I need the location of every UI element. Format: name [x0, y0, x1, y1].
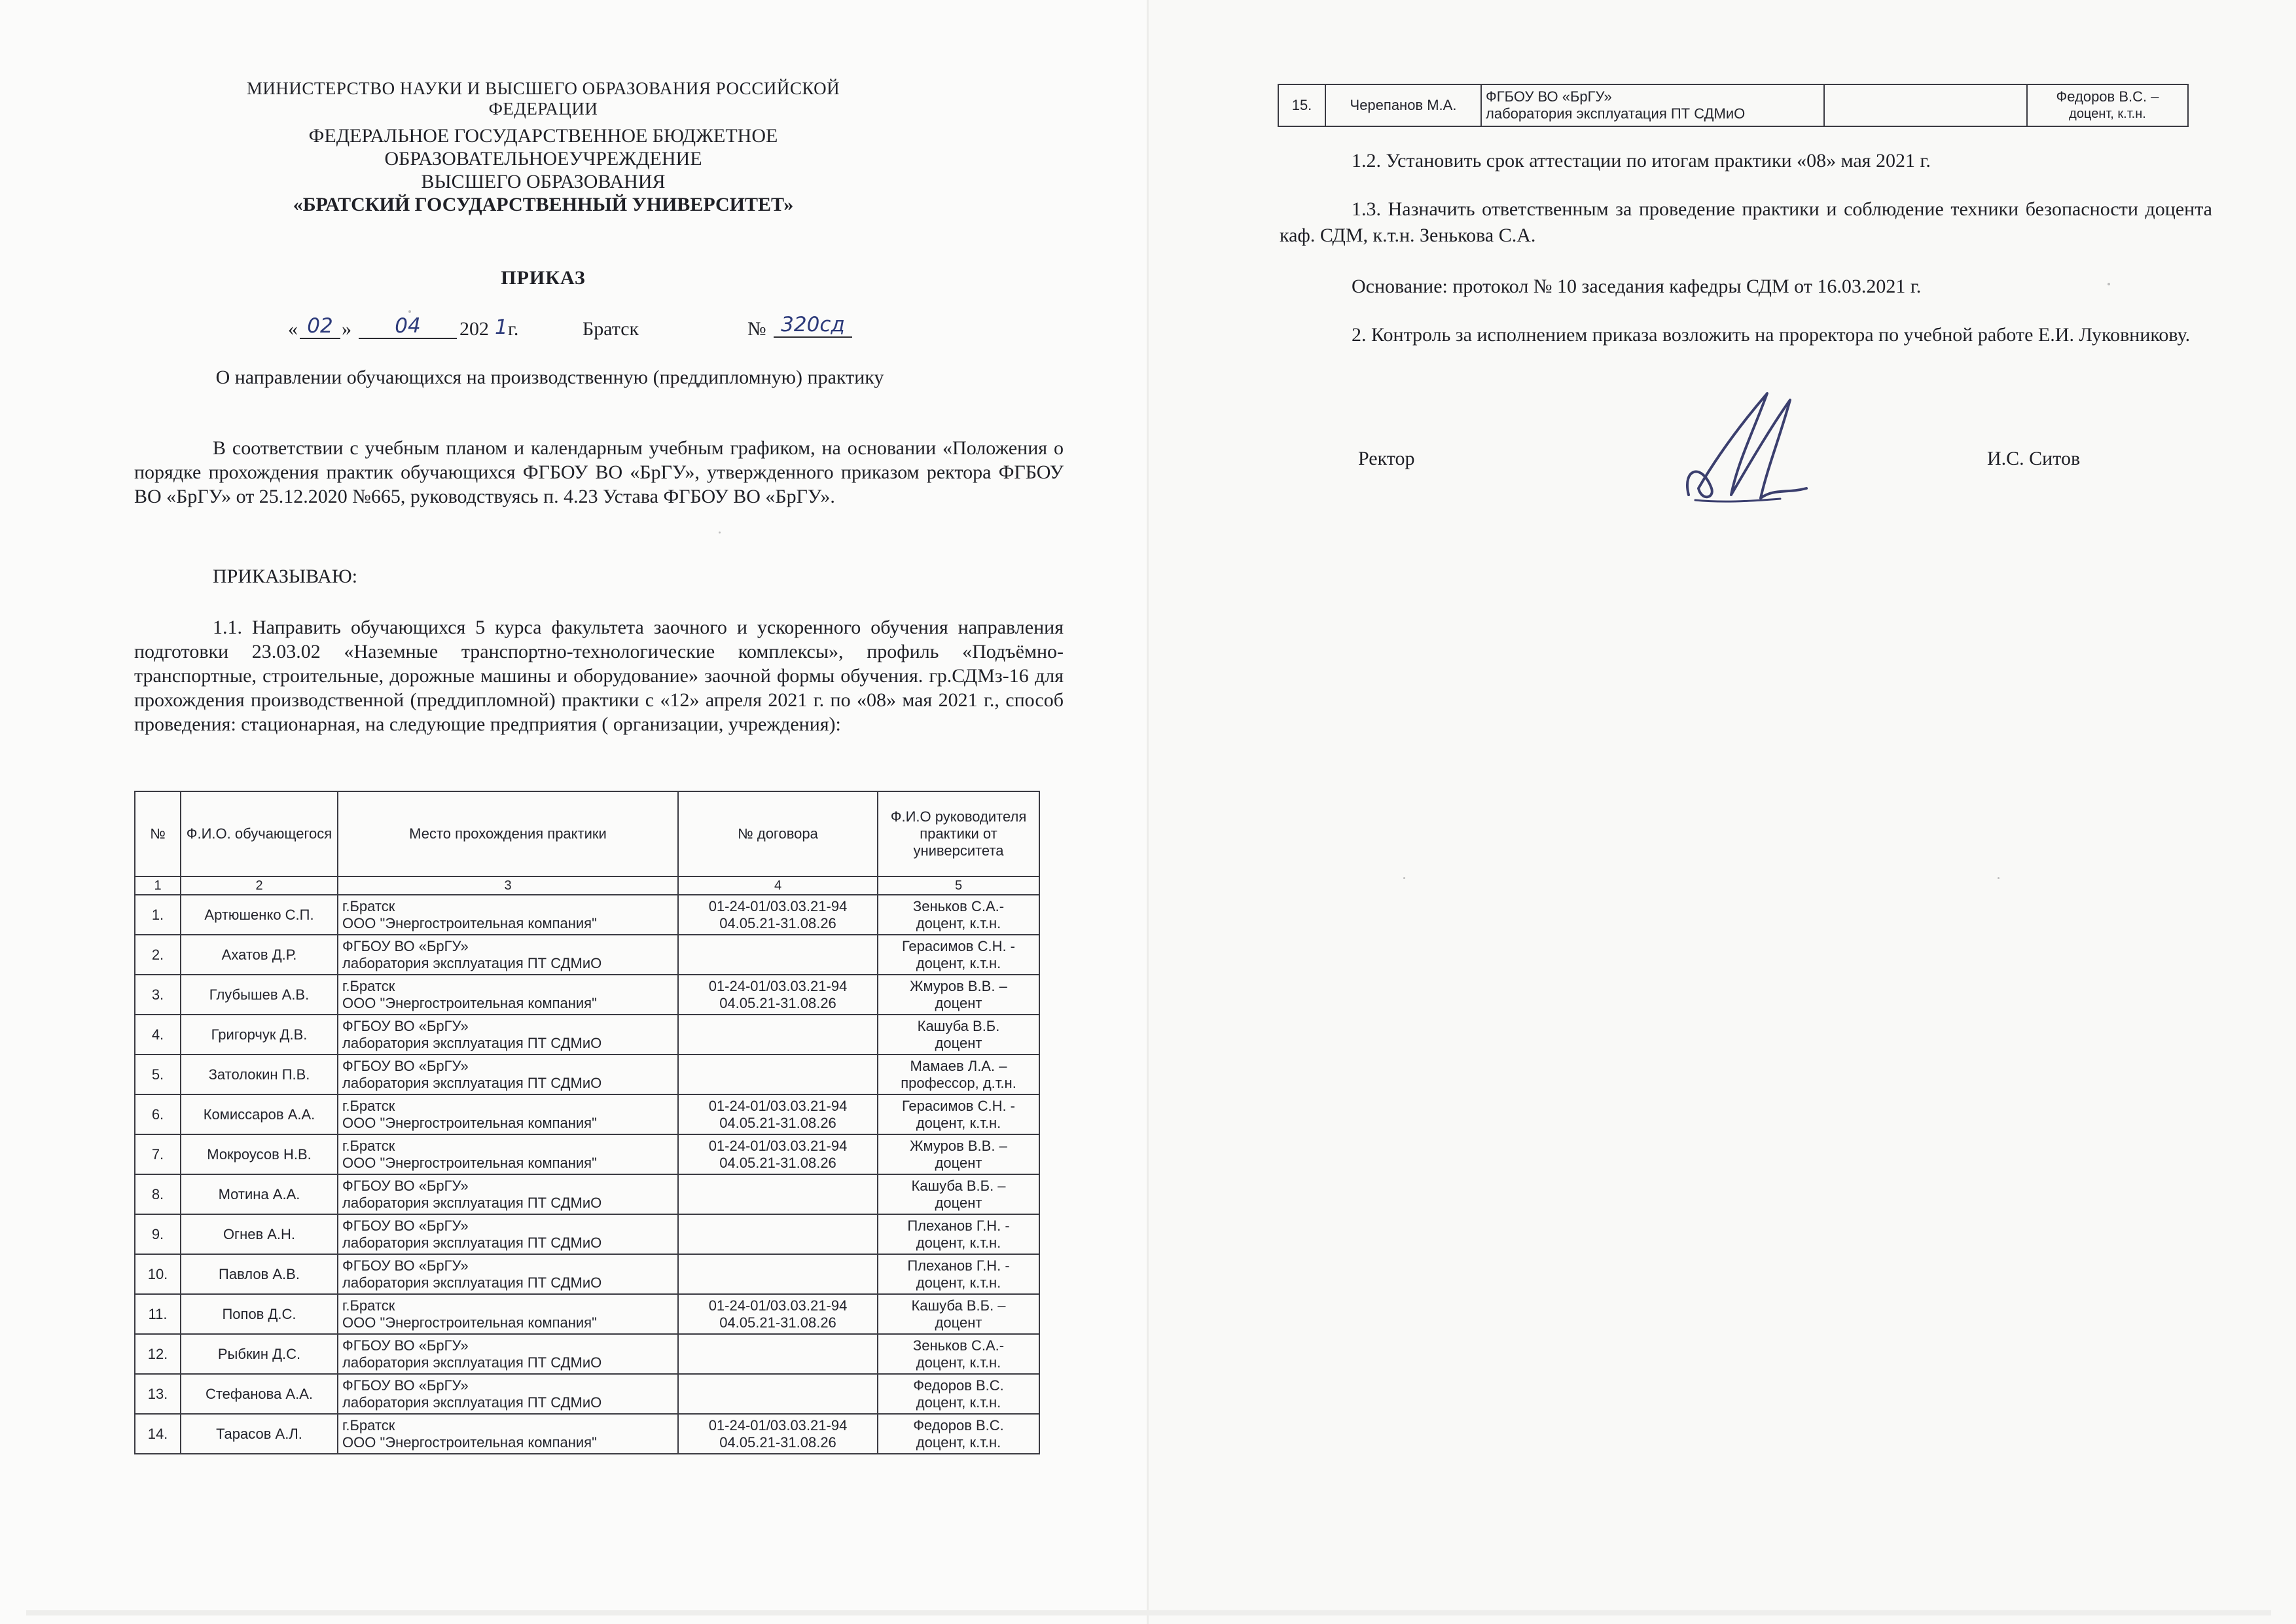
supervisor-line-1: Жмуров В.В. – — [910, 1137, 1007, 1154]
students-table-continued — [1278, 84, 2189, 127]
col-number: 3 — [338, 876, 678, 895]
basis-line: Основание: протокол № 10 заседания кафедры СДМ от 16.03.2021 г. — [1352, 276, 1922, 297]
place-line-2: ООО "Энергостроительная компания" — [342, 994, 597, 1011]
row-fio: Мотина А.А. — [181, 1174, 338, 1214]
row-contract — [678, 1055, 878, 1094]
ministry-name: МИНИСТЕРСТВО НАУКИ И ВЫСШЕГО ОБРАЗОВАНИЯ РОССИЙСКОЙ ФЕДЕРАЦИИ — [246, 79, 840, 118]
row-fio: Глубышев А.В. — [181, 975, 338, 1015]
row-fio: Попов Д.С. — [181, 1294, 338, 1334]
table-row — [135, 1414, 1039, 1454]
row-contract — [678, 1254, 878, 1294]
place-line-1: г.Братск — [342, 1097, 395, 1114]
place-line-2: лаборатория эксплуатация ПТ СДМиО — [342, 954, 602, 971]
place-line-1: ФГБОУ ВО «БрГУ» — [342, 1337, 469, 1354]
row-contract — [1824, 84, 2027, 126]
row-supervisor — [878, 975, 1039, 1015]
place-line-1: ФГБОУ ВО «БрГУ» — [342, 1177, 469, 1194]
row-contract — [678, 1015, 878, 1055]
row-supervisor — [878, 895, 1039, 935]
supervisor-line-1: Плеханов Г.Н. - — [907, 1217, 1010, 1234]
row-contract — [678, 975, 878, 1015]
row-place — [338, 1414, 678, 1454]
order-year-suffix: 1 — [495, 316, 508, 339]
organization-name — [216, 124, 870, 216]
supervisor-line-2: доцент — [935, 1034, 982, 1051]
supervisor-line-1: Кашуба В.Б. — [917, 1017, 1000, 1034]
table-row — [135, 895, 1039, 935]
row-contract — [678, 1214, 878, 1254]
row-number: 7. — [135, 1134, 181, 1174]
row-supervisor — [878, 1094, 1039, 1134]
supervisor-line-1: Герасимов С.Н. - — [901, 1097, 1016, 1114]
date-open-quote: « — [288, 318, 298, 340]
place-line-2: лаборатория эксплуатация ПТ СДМиО — [342, 1274, 602, 1291]
row-number: 14. — [135, 1414, 181, 1454]
supervisor-line-1: Жмуров В.В. – — [910, 977, 1007, 994]
place-line-1: ФГБОУ ВО «БрГУ» — [342, 1017, 469, 1034]
place-line-1: ФГБОУ ВО «БрГУ» — [342, 1377, 469, 1394]
place-line-1: ФГБОУ ВО «БрГУ» — [342, 1057, 469, 1074]
supervisor-line-1: Зеньков С.А.- — [912, 1337, 1005, 1354]
row-supervisor — [878, 1254, 1039, 1294]
row-supervisor — [878, 1174, 1039, 1214]
row-number: 15. — [1278, 84, 1325, 126]
row-number: 2. — [135, 935, 181, 975]
row-fio: Комиссаров А.А. — [181, 1094, 338, 1134]
contract-line-1: 01-24-01/03.03.21-94 — [708, 1097, 848, 1114]
supervisor-line-2: доцент, к.т.н. — [916, 1434, 1001, 1451]
place-line-2: лаборатория эксплуатация ПТ СДМиО — [1486, 105, 1746, 122]
org-line-1: ФЕДЕРАЛЬНОЕ ГОСУДАРСТВЕННОЕ БЮДЖЕТНОЕ — [308, 125, 778, 147]
supervisor-line-2: доцент, к.т.н. — [916, 1274, 1001, 1291]
supervisor-line-2: доцент, к.т.н. — [916, 1114, 1001, 1131]
order-subject: О направлении обучающихся на производственную (преддипломную) практику — [215, 367, 884, 388]
contract-line-2: 04.05.21-31.08.26 — [719, 914, 836, 931]
supervisor-line-1: Федоров В.С. – — [2056, 88, 2159, 105]
place-line-2: лаборатория эксплуатация ПТ СДМиО — [342, 1234, 602, 1251]
row-place — [338, 1015, 678, 1055]
row-number: 4. — [135, 1015, 181, 1055]
row-place — [338, 975, 678, 1015]
row-fio: Черепанов М.А. — [1325, 84, 1481, 126]
clause-2: 2. Контроль за исполнением приказа возложить на проректора по учебной работе Е.И. Луковникову. — [1352, 324, 2191, 346]
row-contract — [678, 1174, 878, 1214]
place-line-1: г.Братск — [342, 1416, 395, 1434]
students-table — [134, 791, 1040, 1454]
order-year-unit: г. — [508, 318, 519, 340]
row-number: 13. — [135, 1374, 181, 1414]
table-row — [135, 1174, 1039, 1214]
place-line-2: лаборатория эксплуатация ПТ СДМиО — [342, 1394, 602, 1411]
row-number: 3. — [135, 975, 181, 1015]
scan-speck — [408, 310, 411, 313]
supervisor-line-2: доцент, к.т.н. — [916, 914, 1001, 931]
table-row — [135, 975, 1039, 1015]
place-line-2: ООО "Энергостроительная компания" — [342, 1314, 597, 1331]
page-fold — [1147, 0, 1149, 1624]
org-line-4: «БРАТСКИЙ ГОСУДАРСТВЕННЫЙ УНИВЕРСИТЕТ» — [293, 194, 794, 215]
row-fio: Тарасов А.Л. — [181, 1414, 338, 1454]
header-place: Место прохождения практики — [338, 791, 678, 876]
supervisor-line-1: Плеханов Г.Н. - — [907, 1257, 1010, 1274]
col-number: 2 — [181, 876, 338, 895]
table-row — [135, 1134, 1039, 1174]
row-contract — [678, 1414, 878, 1454]
row-place — [338, 1254, 678, 1294]
contract-line-1: 01-24-01/03.03.21-94 — [708, 1416, 848, 1434]
table-row — [135, 1015, 1039, 1055]
row-fio: Григорчук Д.В. — [181, 1015, 338, 1055]
row-contract — [678, 1334, 878, 1374]
order-date-line — [281, 313, 870, 344]
header-fio: Ф.И.О. обучающегося — [181, 791, 338, 876]
supervisor-line-1: Кашуба В.Б. – — [911, 1297, 1006, 1314]
row-fio: Мокроусов Н.В. — [181, 1134, 338, 1174]
row-contract — [678, 935, 878, 975]
table-row — [135, 1055, 1039, 1094]
order-city: Братск — [583, 318, 639, 340]
place-line-1: г.Братск — [342, 897, 395, 914]
order-year-prefix: 202 — [459, 318, 489, 340]
row-supervisor — [878, 935, 1039, 975]
row-contract — [678, 895, 878, 935]
order-number-label: № — [747, 318, 766, 340]
clause-1-1: 1.1. Направить обучающихся 5 курса факультета заочного и ускоренного обучения направления подготовки 23.03.02 «Наземные транспортно-технологические комплексы», профиль «Подъёмно-транспортные, строительные, дорожные машины и оборудование» заочной формы обучения. гр.СДМз-16 для прохождения производственной (преддипломной) практики с «12» апреля 2021 г. по «08» мая 2021 г., способ проведения: стационарная, на следующие предприятия ( организации, учреждения): — [134, 617, 1064, 735]
col-number: 5 — [878, 876, 1039, 895]
row-place — [338, 1294, 678, 1334]
row-number: 10. — [135, 1254, 181, 1294]
place-line-2: лаборатория эксплуатация ПТ СДМиО — [342, 1194, 602, 1211]
scan-speck — [1998, 877, 2000, 879]
row-contract — [678, 1294, 878, 1334]
row-supervisor — [878, 1134, 1039, 1174]
row-fio: Рыбкин Д.С. — [181, 1334, 338, 1374]
prikazyvayu-heading: ПРИКАЗЫВАЮ: — [213, 566, 358, 587]
table-row — [135, 1374, 1039, 1414]
row-supervisor — [878, 1374, 1039, 1414]
col-number: 4 — [678, 876, 878, 895]
row-place — [338, 935, 678, 975]
supervisor-line-1: Кашуба В.Б. – — [911, 1177, 1006, 1194]
contract-line-2: 04.05.21-31.08.26 — [719, 1114, 836, 1131]
table-row — [135, 1334, 1039, 1374]
row-fio: Павлов А.В. — [181, 1254, 338, 1294]
contract-line-2: 04.05.21-31.08.26 — [719, 1434, 836, 1451]
table-row — [135, 1094, 1039, 1134]
row-place — [338, 1134, 678, 1174]
contract-line-1: 01-24-01/03.03.21-94 — [708, 1297, 848, 1314]
row-fio: Ахатов Д.Р. — [181, 935, 338, 975]
row-number: 5. — [135, 1055, 181, 1094]
table-row — [135, 1214, 1039, 1254]
row-number: 8. — [135, 1174, 181, 1214]
clause-1-2: 1.2. Установить срок аттестации по итогам практики «08» мая 2021 г. — [1352, 150, 1931, 171]
row-supervisor — [878, 1334, 1039, 1374]
row-supervisor — [878, 1055, 1039, 1094]
place-line-2: лаборатория эксплуатация ПТ СДМиО — [342, 1074, 602, 1091]
supervisor-line-2: доцент, к.т.н. — [916, 954, 1001, 971]
contract-line-1: 01-24-01/03.03.21-94 — [708, 1137, 848, 1154]
place-line-1: ФГБОУ ВО «БрГУ» — [1486, 88, 1612, 105]
row-supervisor — [878, 1414, 1039, 1454]
contract-line-1: 01-24-01/03.03.21-94 — [708, 897, 848, 914]
place-line-1: ФГБОУ ВО «БрГУ» — [342, 1257, 469, 1274]
rector-signature-icon — [1676, 390, 1820, 508]
preamble-paragraph: В соответствии с учебным планом и календарным учебным графиком, на основании «Положения о порядке прохождения практик обучающихся ФГБОУ ВО «БрГУ», утвержденного приказом ректора ФГБОУ ВО «БрГУ» от 25.12.2020 №665, руководствуясь п. 4.23 Устава ФГБОУ ВО «БрГУ». — [134, 437, 1064, 507]
row-place — [338, 1374, 678, 1414]
col-number: 1 — [135, 876, 181, 895]
supervisor-line-2: доцент — [935, 1154, 982, 1171]
place-line-1: г.Братск — [342, 1297, 395, 1314]
row-fio: Артюшенко С.П. — [181, 895, 338, 935]
date-close-quote: » — [342, 318, 351, 340]
supervisor-line-1: Мамаев Л.А. – — [910, 1057, 1007, 1074]
order-month: 04 — [359, 314, 457, 339]
supervisor-line-2: доцент — [935, 994, 982, 1011]
table-row — [1278, 84, 2188, 126]
row-fio: Затолокин П.В. — [181, 1055, 338, 1094]
place-line-1: ФГБОУ ВО «БрГУ» — [342, 937, 469, 954]
contract-line-1: 01-24-01/03.03.21-94 — [708, 977, 848, 994]
row-number: 11. — [135, 1294, 181, 1334]
supervisor-line-2: профессор, д.т.н. — [901, 1074, 1016, 1091]
place-line-1: ФГБОУ ВО «БрГУ» — [342, 1217, 469, 1234]
row-place — [338, 1094, 678, 1134]
place-line-2: ООО "Энергостроительная компания" — [342, 1434, 597, 1451]
place-line-1: г.Братск — [342, 977, 395, 994]
row-place — [338, 895, 678, 935]
rector-label: Ректор — [1358, 448, 1415, 469]
supervisor-line-1: Зеньков С.А.- — [912, 897, 1005, 914]
row-supervisor — [2027, 84, 2188, 126]
supervisor-line-2: доцент — [935, 1194, 982, 1211]
place-line-2: ООО "Энергостроительная компания" — [342, 1154, 597, 1171]
row-place — [338, 1334, 678, 1374]
row-place — [338, 1214, 678, 1254]
supervisor-line-1: Федоров В.С. — [913, 1416, 1004, 1434]
scan-speck — [2108, 283, 2110, 285]
place-line-2: лаборатория эксплуатация ПТ СДМиО — [342, 1034, 602, 1051]
contract-line-2: 04.05.21-31.08.26 — [719, 994, 836, 1011]
supervisor-line-1: Герасимов С.Н. - — [901, 937, 1016, 954]
row-number: 12. — [135, 1334, 181, 1374]
row-contract — [678, 1094, 878, 1134]
scan-edge — [26, 1610, 2271, 1615]
row-place — [1481, 84, 1824, 126]
order-title: ПРИКАЗ — [501, 267, 586, 289]
row-number: 1. — [135, 895, 181, 935]
header-contract: № договора — [678, 791, 878, 876]
row-place — [338, 1055, 678, 1094]
order-day: 02 — [300, 314, 340, 339]
table-row — [135, 935, 1039, 975]
column-numbers-row — [135, 876, 1039, 895]
clause-1-3: 1.3. Назначить ответственным за проведение практики и соблюдение техники безопасности доцента каф. СДМ, к.т.н. Зенькова С.А. — [1280, 198, 2212, 246]
table-row — [135, 1294, 1039, 1334]
supervisor-line-2: доцент, к.т.н. — [916, 1234, 1001, 1251]
supervisor-line-2: доцент, к.т.н. — [2069, 107, 2146, 121]
place-line-1: г.Братск — [342, 1137, 395, 1154]
scan-speck — [1403, 877, 1405, 879]
contract-line-2: 04.05.21-31.08.26 — [719, 1154, 836, 1171]
row-contract — [678, 1374, 878, 1414]
contract-line-2: 04.05.21-31.08.26 — [719, 1314, 836, 1331]
table-header-row — [135, 791, 1039, 876]
supervisor-line-2: доцент, к.т.н. — [916, 1354, 1001, 1371]
rector-name: И.С. Ситов — [1987, 448, 2081, 469]
row-supervisor — [878, 1294, 1039, 1334]
row-fio: Огнев А.Н. — [181, 1214, 338, 1254]
header-supervisor: Ф.И.О руководителя практики от университета — [878, 791, 1039, 876]
row-fio: Стефанова А.А. — [181, 1374, 338, 1414]
supervisor-line-1: Федоров В.С. — [913, 1377, 1004, 1394]
org-line-3: ВЫСШЕГО ОБРАЗОВАНИЯ — [421, 171, 666, 192]
row-number: 9. — [135, 1214, 181, 1254]
place-line-2: ООО "Энергостроительная компания" — [342, 1114, 597, 1131]
row-supervisor — [878, 1015, 1039, 1055]
place-line-2: лаборатория эксплуатация ПТ СДМиО — [342, 1354, 602, 1371]
supervisor-line-2: доцент, к.т.н. — [916, 1394, 1001, 1411]
header-num: № — [135, 791, 181, 876]
place-line-2: ООО "Энергостроительная компания" — [342, 914, 597, 931]
table-row — [135, 1254, 1039, 1294]
supervisor-line-2: доцент — [935, 1314, 982, 1331]
scan-speck — [719, 532, 721, 533]
row-number: 6. — [135, 1094, 181, 1134]
row-place — [338, 1174, 678, 1214]
row-contract — [678, 1134, 878, 1174]
row-supervisor — [878, 1214, 1039, 1254]
order-number: 320сд — [774, 313, 852, 338]
org-line-2: ОБРАЗОВАТЕЛЬНОЕУЧРЕЖДЕНИЕ — [384, 148, 702, 170]
